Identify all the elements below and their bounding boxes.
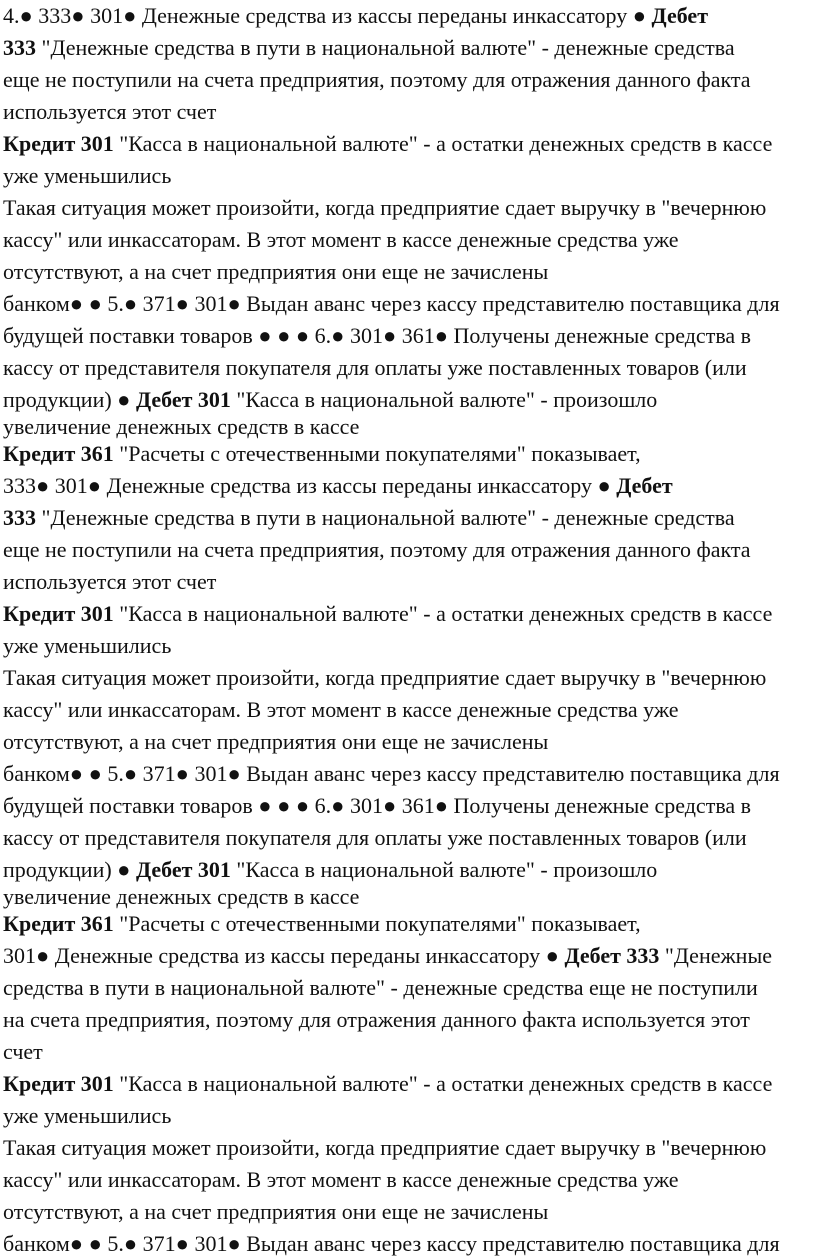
bold-run: Дебет 333: [564, 943, 660, 968]
text-line: [3, 566, 816, 598]
text-run: 4.● 333● 301● Денежные средства из кассы переданы инкассатору ●: [3, 3, 652, 28]
text-line: [3, 1164, 816, 1196]
text-line: [3, 598, 816, 630]
text-line: [3, 1036, 816, 1068]
text-run: на счета предприятия, поэтому для отражения данного факта используется этот: [3, 1007, 750, 1032]
text-run: "Касса в национальной валюте" - произошло: [230, 387, 658, 412]
text-run: "Касса в национальной валюте" - а остатки денежных средств в кассе: [113, 1071, 773, 1096]
text-line: [3, 288, 816, 320]
text-line: [3, 1068, 816, 1100]
text-line: [3, 438, 816, 470]
text-run: 333● 301● Денежные средства из кассы переданы инкассатору ●: [3, 473, 617, 498]
text-run: уже уменьшились: [3, 1103, 172, 1128]
text-line: [3, 758, 816, 790]
text-run: "Касса в национальной валюте" - а остатки денежных средств в кассе: [113, 601, 773, 626]
text-run: еще не поступили на счета предприятия, поэтому для отражения данного факта: [3, 67, 751, 92]
text-line: [3, 192, 816, 224]
text-line: [3, 320, 816, 352]
bold-run: Дебет: [651, 3, 708, 28]
text-run: "Касса в национальной валюте" - а остатки денежных средств в кассе: [113, 131, 773, 156]
text-line: [3, 972, 816, 1004]
bold-run: 333: [3, 505, 36, 530]
text-run: будущей поставки товаров ● ● ● 6.● 301● 361● Получены денежные средства в: [3, 323, 752, 348]
text-line: [3, 726, 816, 758]
bold-run: Кредит 301: [3, 131, 114, 156]
text-run: банком● ● 5.● 371● 301● Выдан аванс через кассу представителю поставщика для: [3, 761, 780, 786]
text-line: [3, 416, 816, 438]
text-line: [3, 96, 816, 128]
text-run: будущей поставки товаров ● ● ● 6.● 301● 361● Получены денежные средства в: [3, 793, 752, 818]
text-line: [3, 224, 816, 256]
text-run: "Касса в национальной валюте" - произошло: [230, 857, 658, 882]
text-line: [3, 1100, 816, 1132]
text-line: [3, 534, 816, 566]
text-run: Такая ситуация может произойти, когда предприятие сдает выручку в "вечернюю: [3, 195, 767, 220]
text-run: "Денежные: [659, 943, 772, 968]
text-line: [3, 1132, 816, 1164]
text-line: [3, 822, 816, 854]
text-line: [3, 256, 816, 288]
text-run: используется этот счет: [3, 569, 217, 594]
text-run: кассу" или инкассаторам. В этот момент в кассе денежные средства уже: [3, 227, 679, 252]
text-run: 301● Денежные средства из кассы переданы инкассатору ●: [3, 943, 565, 968]
text-run: уже уменьшились: [3, 633, 172, 658]
text-run: кассу от представителя покупателя для оплаты уже поставленных товаров (или: [3, 825, 747, 850]
text-run: Такая ситуация может произойти, когда предприятие сдает выручку в "вечернюю: [3, 665, 767, 690]
text-line: [3, 694, 816, 726]
text-run: "Расчеты с отечественными покупателями" показывает,: [113, 441, 641, 466]
text-line: [3, 384, 816, 416]
text-line: [3, 940, 816, 972]
text-line: [3, 630, 816, 662]
text-run: продукции) ●: [3, 857, 136, 882]
text-line: [3, 64, 816, 96]
text-line: [3, 502, 816, 534]
bold-run: Кредит 301: [3, 1071, 114, 1096]
bold-run: 333: [3, 35, 36, 60]
text-run: банком● ● 5.● 371● 301● Выдан аванс через кассу представителю поставщика для: [3, 291, 780, 316]
text-run: продукции) ●: [3, 387, 136, 412]
text-line: [3, 470, 816, 502]
text-line: [3, 662, 816, 694]
text-run: кассу от представителя покупателя для оплаты уже поставленных товаров (или: [3, 355, 747, 380]
text-line: [3, 886, 816, 908]
text-line: [3, 1228, 816, 1260]
text-run: средства в пути в национальной валюте" - денежные средства еще не поступили: [3, 975, 758, 1000]
text-run: используется этот счет: [3, 99, 217, 124]
text-run: еще не поступили на счета предприятия, поэтому для отражения данного факта: [3, 537, 751, 562]
text-line: [3, 854, 816, 886]
text-run: отсутствуют, а на счет предприятия они еще не зачислены: [3, 259, 549, 284]
text-line: [3, 0, 816, 32]
text-run: кассу" или инкассаторам. В этот момент в кассе денежные средства уже: [3, 1167, 679, 1192]
text-run: увеличение денежных средств в кассе: [3, 414, 360, 439]
text-run: уже уменьшились: [3, 163, 172, 188]
text-line: [3, 160, 816, 192]
text-run: отсутствуют, а на счет предприятия они еще не зачислены: [3, 729, 549, 754]
bold-run: Кредит 361: [3, 911, 114, 936]
text-run: "Денежные средства в пути в национальной валюте" - денежные средства: [36, 35, 735, 60]
text-run: Такая ситуация может произойти, когда предприятие сдает выручку в "вечернюю: [3, 1135, 767, 1160]
text-run: кассу" или инкассаторам. В этот момент в кассе денежные средства уже: [3, 697, 679, 722]
text-run: увеличение денежных средств в кассе: [3, 884, 360, 909]
bold-run: Кредит 361: [3, 441, 114, 466]
bold-run: Дебет 301: [135, 387, 231, 412]
text-line: [3, 1004, 816, 1036]
text-line: [3, 790, 816, 822]
text-line: [3, 352, 816, 384]
text-line: [3, 128, 816, 160]
bold-run: Кредит 301: [3, 601, 114, 626]
text-run: отсутствуют, а на счет предприятия они еще не зачислены: [3, 1199, 549, 1224]
text-run: банком● ● 5.● 371● 301● Выдан аванс через кассу представителю поставщика для: [3, 1231, 780, 1256]
text-run: счет: [3, 1039, 43, 1064]
text-line: [3, 1196, 816, 1228]
bold-run: Дебет: [616, 473, 673, 498]
bold-run: Дебет 301: [135, 857, 231, 882]
text-run: "Денежные средства в пути в национальной валюте" - денежные средства: [36, 505, 735, 530]
text-line: [3, 908, 816, 940]
text-run: "Расчеты с отечественными покупателями" показывает,: [113, 911, 641, 936]
text-line: [3, 32, 816, 64]
